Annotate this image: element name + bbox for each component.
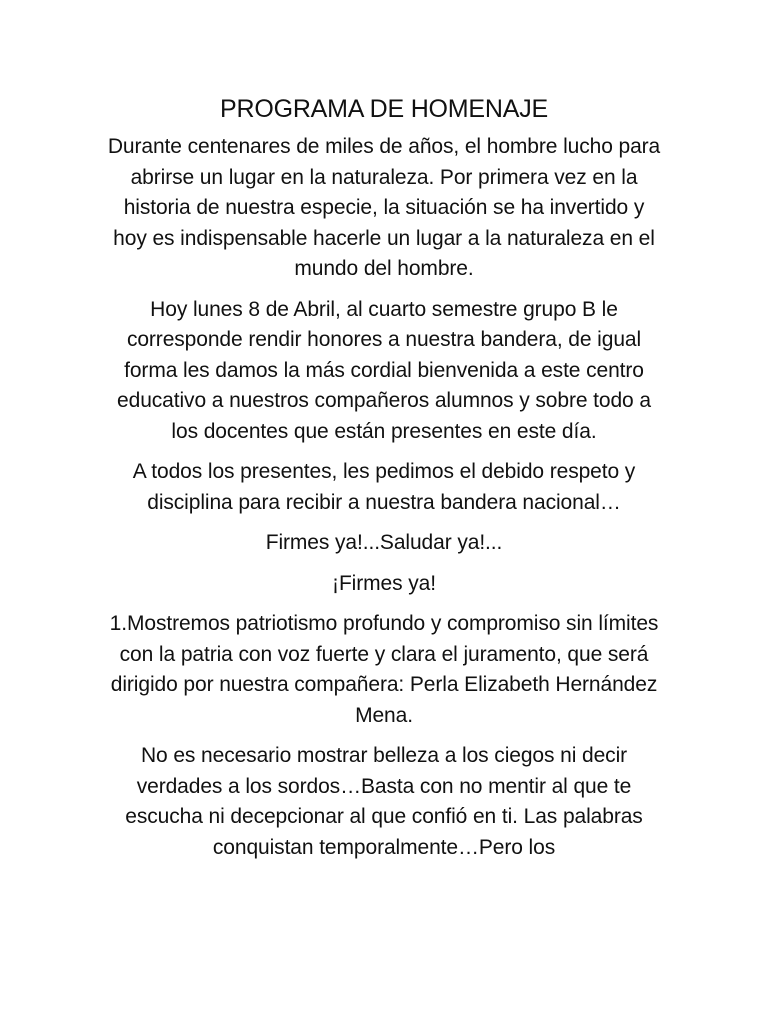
- paragraph-command-salute: Firmes ya!...Saludar ya!...: [265, 531, 503, 554]
- paragraph-command-firmes: ¡Firmes ya!: [332, 571, 436, 595]
- paragraph-intro: Durante centenares de miles de años, el hombre lucho para abrirse un lugar en la naturaleza. Por primera vez en la historia de nuestra especie, la situación se ha invertido y hoy es indispensable hacerle un lugar a la naturaleza en el mundo del hombre.: [107, 135, 661, 280]
- document-body: [105, 91, 663, 873]
- document-title: PROGRAMA DE HOMENAJE: [220, 95, 548, 123]
- paragraph-closing: No es necesario mostrar belleza a los ciegos ni decir verdades a los sordos…Basta con no mentir al que te escucha ni decepcionar al que confió en ti. Las palabras conquistan temporalmente…Pero los: [125, 744, 643, 859]
- paragraph-oath: 1.Mostremos patriotismo profundo y compromiso sin límites con la patria con voz fuerte y clara el juramento, que será dirigido por nuestra compañera: Perla Elizabeth Hernández Mena.: [109, 612, 659, 727]
- paragraph-respect: A todos los presentes, les pedimos el debido respeto y disciplina para recibir a nuestra bandera nacional…: [132, 460, 636, 514]
- paragraph-welcome: Hoy lunes 8 de Abril, al cuarto semestre grupo B le corresponde rendir honores a nuestra bandera, de igual forma les damos la más cordial bienvenida a este centro educativo a nuestros compañeros alumnos y sobre todo a los docentes que están presentes en este día.: [117, 297, 651, 443]
